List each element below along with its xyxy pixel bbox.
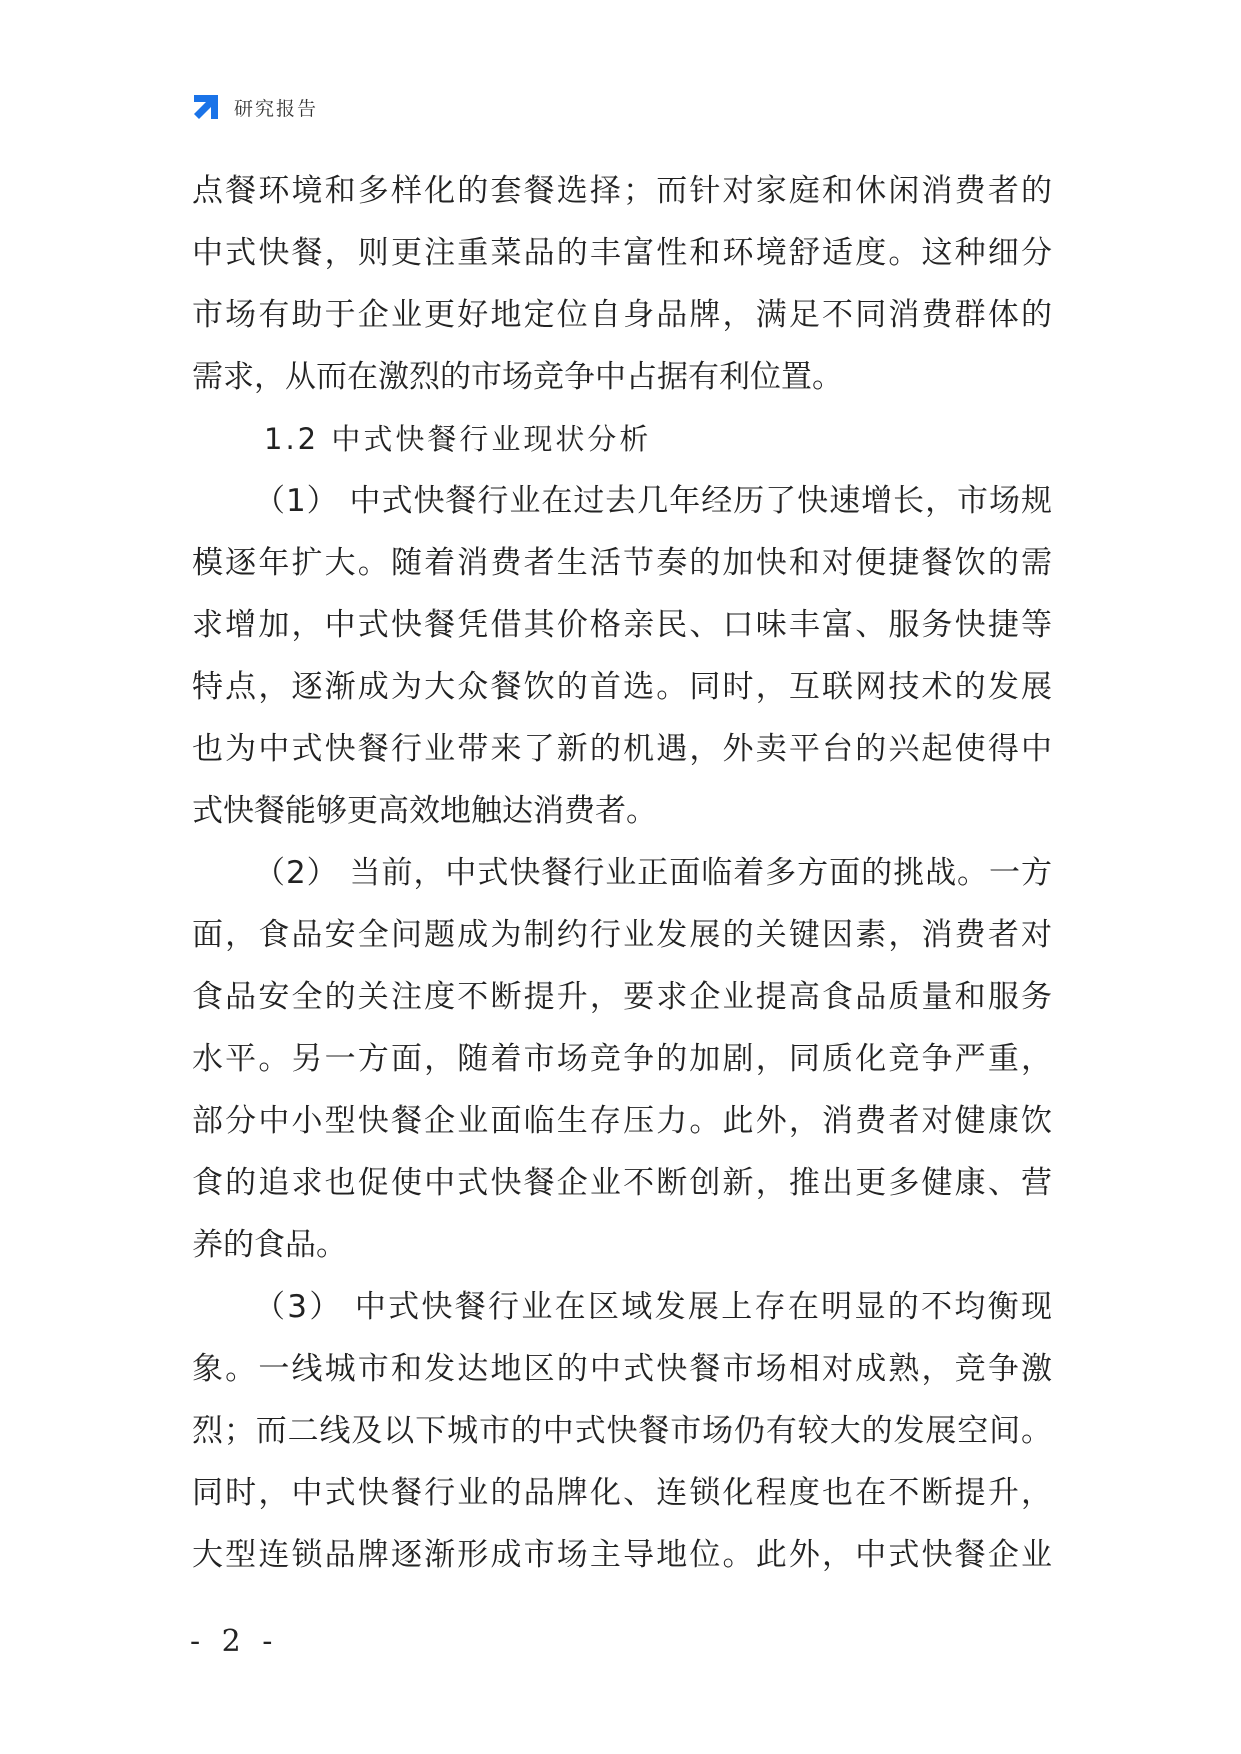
header-title: 研究报告	[234, 97, 319, 120]
text-line: 特点，逐渐成为大众餐饮的首选。同时，互联网技术的发展	[192, 669, 1052, 705]
text-line: 养的食品。	[192, 1227, 347, 1263]
page-number: - 2 -	[190, 1624, 279, 1659]
page-header	[190, 90, 318, 124]
section-heading: 1.2 中式快餐行业现状分析	[264, 422, 652, 456]
text-line: 也为中式快餐行业带来了新的机遇，外卖平台的兴起使得中	[192, 731, 1052, 767]
text-line: 烈；而二线及以下城市的中式快餐市场仍有较大的发展空间。	[192, 1413, 1052, 1449]
text-line: 大型连锁品牌逐渐形成市场主导地位。此外，中式快餐企业	[192, 1537, 1052, 1573]
text-line: （1） 中式快餐行业在过去几年经历了快速增长，市场规	[254, 483, 1052, 519]
text-line: 市场有助于企业更好地定位自身品牌，满足不同消费群体的	[192, 297, 1052, 333]
text-line: 模逐年扩大。随着消费者生活节奏的加快和对便捷餐饮的需	[192, 545, 1052, 581]
diagonal-arrow-icon	[190, 91, 222, 123]
document-body	[192, 160, 1052, 1586]
text-line: 食的追求也促使中式快餐企业不断创新，推出更多健康、营	[192, 1165, 1052, 1201]
text-line: 同时，中式快餐行业的品牌化、连锁化程度也在不断提升，	[192, 1475, 1052, 1511]
text-line: 中式快餐，则更注重菜品的丰富性和环境舒适度。这种细分	[192, 235, 1052, 271]
text-line: 食品安全的关注度不断提升，要求企业提高食品质量和服务	[192, 979, 1052, 1015]
text-line: 面，食品安全问题成为制约行业发展的关键因素，消费者对	[192, 917, 1052, 953]
text-line: 式快餐能够更高效地触达消费者。	[192, 793, 657, 829]
text-line: 水平。另一方面，随着市场竞争的加剧，同质化竞争严重，	[192, 1041, 1052, 1077]
text-line: 点餐环境和多样化的套餐选择；而针对家庭和休闲消费者的	[192, 173, 1052, 209]
text-line: 求增加，中式快餐凭借其价格亲民、口味丰富、服务快捷等	[192, 607, 1052, 643]
text-line: （2） 当前，中式快餐行业正面临着多方面的挑战。一方	[254, 855, 1052, 891]
text-line: 象。一线城市和发达地区的中式快餐市场相对成熟，竞争激	[192, 1351, 1052, 1387]
text-line: 需求，从而在激烈的市场竞争中占据有利位置。	[192, 359, 843, 395]
text-line: （3） 中式快餐行业在区域发展上存在明显的不均衡现	[254, 1289, 1052, 1325]
text-line: 部分中小型快餐企业面临生存压力。此外，消费者对健康饮	[192, 1103, 1052, 1139]
